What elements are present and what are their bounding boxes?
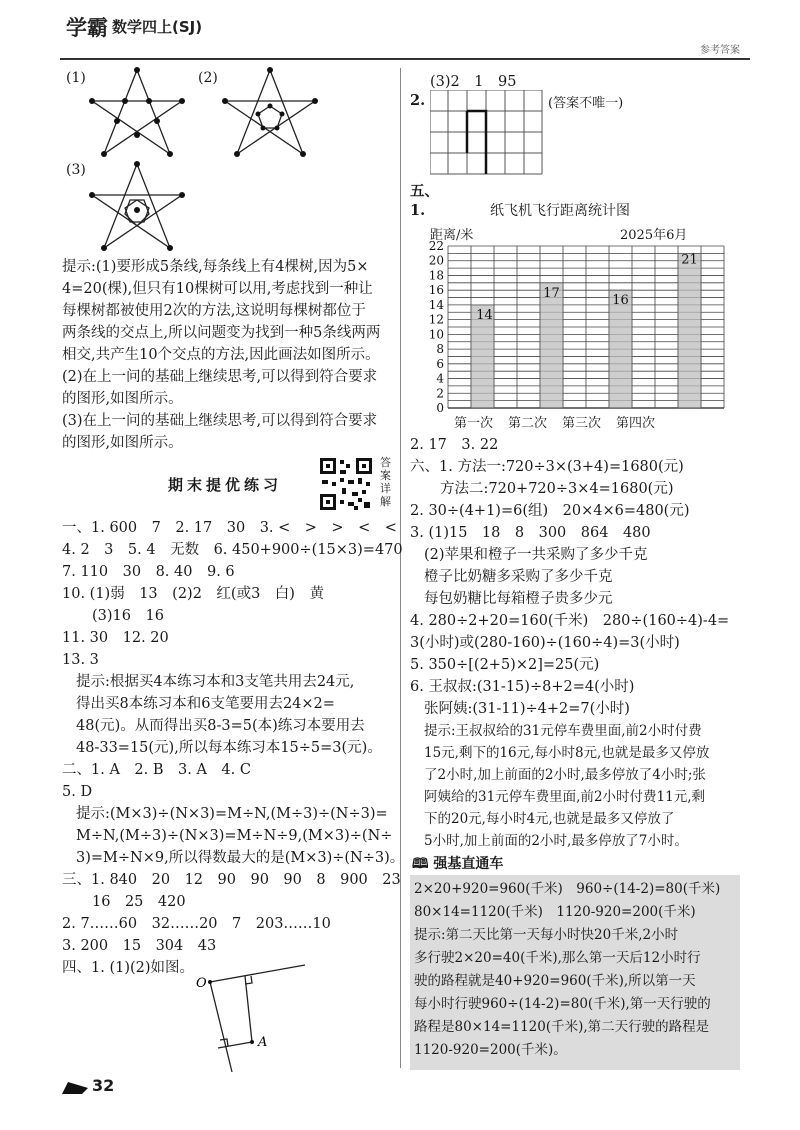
- part3-line: 3. 200 15 304 43: [62, 938, 217, 954]
- page-number: 32: [92, 1076, 115, 1095]
- y-tick-label: 6: [436, 356, 444, 371]
- chart-ylabel: 距离/米: [430, 228, 474, 243]
- data-label: 17: [543, 285, 560, 301]
- x-tick-label: 第二次: [508, 416, 548, 431]
- strong-base-title: [412, 853, 532, 875]
- hint4-line: 阿姨给的31元停车费里面,前2小时付费11元,剩: [424, 789, 706, 805]
- y-tick-label: 2: [436, 386, 444, 401]
- star-figure-1: [82, 66, 192, 161]
- book-icon: 🕮: [412, 856, 429, 872]
- book-title: 数学四上(SJ): [112, 18, 203, 36]
- y-tick-label: 22: [428, 239, 444, 253]
- section-five: 五、: [410, 183, 439, 200]
- six-line: (2)苹果和橙子一共采购了多少千克: [424, 547, 648, 563]
- strong-line: 驶的路程就是40+920=960(千米),所以第一天: [414, 973, 696, 989]
- six-line: 5. 350÷[(2+5)×2]=25(元): [410, 657, 600, 673]
- brand-logo: 学霸: [66, 16, 108, 40]
- hint1-line: 的图形,如图所示。: [62, 435, 183, 451]
- fig-label-3: (3): [66, 162, 86, 178]
- strong-line: 80×14=1120(千米) 1120-920=200(千米): [414, 904, 696, 920]
- point-a-label: A: [258, 1035, 268, 1050]
- six-line: 每包奶糖比每箱橙子贵多少元: [424, 591, 613, 607]
- hint1-line: (3)在上一问的基础上继续思考,可以得到符合要求: [62, 413, 378, 429]
- geometry-figure: [190, 960, 320, 1075]
- chart-date: 2025年6月: [620, 228, 688, 243]
- left-answers: [62, 517, 405, 979]
- header-rule: [60, 58, 750, 60]
- qr-caption: 答案详解: [380, 456, 391, 508]
- hint4-line: 15元,剩下的16元,每小时8元,也就是最多又停放: [424, 745, 710, 761]
- six-line: 6. 王叔叔:(31-15)÷8+2=4(小时): [410, 679, 635, 695]
- y-tick-label: 16: [428, 283, 444, 298]
- six-line: 六、1. 方法一:720÷3×(3+4)=1680(元): [410, 459, 684, 475]
- six-line: 2. 30÷(4+1)=6(组) 20×4×6=480(元): [410, 503, 690, 519]
- answer-line: 4. 2 3 5. 4 无数 6. 450+900÷(15×3)=470: [62, 542, 403, 558]
- q2-label: 2.: [410, 92, 426, 109]
- data-label: 14: [476, 307, 493, 323]
- x-tick-label: 第三次: [562, 416, 602, 431]
- star-figure-2: [215, 66, 325, 161]
- answer-line: 10. (1)弱 13 (2)2 红(或3 白) 黄: [62, 586, 324, 602]
- strong-line: 多行驶2×20=40(千米),那么第一天后12小时行: [414, 950, 701, 966]
- answer-line: 11. 30 12. 20: [62, 630, 169, 646]
- q1-label: 1.: [410, 202, 426, 219]
- q2-note: (答案不唯一): [548, 96, 624, 111]
- qr-code[interactable]: [318, 456, 374, 512]
- data-label: 21: [681, 252, 698, 268]
- hint4-line: 5小时,加上前面的2小时,最多停放了7小时。: [424, 833, 688, 849]
- section-title: 期末提优练习: [168, 476, 283, 494]
- hint1-line: 4=20(棵),但只有10棵树可以用,考虑找到一种让: [62, 281, 373, 297]
- data-label: 16: [612, 293, 629, 309]
- grid-figure: [430, 90, 550, 176]
- part2-line: 5. D: [62, 784, 93, 800]
- chart-title: 纸飞机飞行距离统计图: [490, 203, 630, 219]
- hint1-line: 每棵树都被使用2次的方法,这说明每棵树都位于: [62, 303, 366, 319]
- strong-base-content: [414, 878, 740, 1062]
- pencil-icon: [60, 1080, 90, 1096]
- hint1-line: 提示:(1)要形成5条线,每条线上有4棵树,因为5×: [62, 259, 369, 275]
- answer-line: 7. 110 30 8. 40 9. 6: [62, 564, 235, 580]
- hint4-line: 提示:王叔叔给的31元停车费里面,前2小时付费: [424, 723, 702, 739]
- part2-line: 二、1. A 2. B 3. A 4. C: [62, 762, 251, 778]
- y-tick-label: 20: [428, 253, 444, 268]
- y-tick-label: 8: [436, 342, 444, 357]
- hint2-line: 48(元)。从而得出买8-3=5(本)练习本要用去: [76, 718, 365, 734]
- answer-line: 13. 3: [62, 652, 99, 668]
- star-figure-3: [82, 160, 192, 255]
- part3-line: 三、1. 840 20 12 90 90 90 8 900 23: [62, 872, 401, 888]
- answer-badge: 参考答案: [700, 45, 740, 56]
- hint4-line: 下的20元,每小时4元,也就是最多又停放了: [424, 811, 675, 827]
- part3-line: 2. 7……60 32……20 7 203……10: [62, 916, 331, 932]
- bar: [540, 283, 563, 408]
- hint2-line: 48-33=15(元),所以每本练习本15÷5=3(元)。: [76, 740, 382, 756]
- six-line: 4. 280÷2+20=160(千米) 280÷(160÷4)-4=: [410, 613, 730, 629]
- answer-line: (3)16 16: [92, 608, 164, 624]
- strong-line: 提示:第二天比第一天每小时快20千米,2小时: [414, 927, 679, 943]
- y-tick-label: 4: [436, 371, 444, 386]
- left-column: [62, 256, 397, 454]
- six-line: 张阿姨:(31-11)÷4+2=7(小时): [424, 701, 630, 717]
- six-line: 橙子比奶糖多采购了多少千克: [424, 569, 613, 585]
- fig-label-2: (2): [198, 70, 218, 86]
- bar: [678, 253, 701, 408]
- y-tick-label: 0: [436, 401, 444, 414]
- right-top-line: (3)2 1 95: [430, 74, 517, 90]
- hint2-line: 提示:根据买4本练习本和3支笔共用去24元,: [76, 674, 355, 690]
- strong-line: 2×20+920=960(千米) 960÷(14-2)=80(千米): [414, 881, 721, 897]
- y-tick-label: 18: [428, 268, 444, 283]
- strong-line: 路程是80×14=1120(千米),第二天行驶的路程是: [414, 1019, 710, 1035]
- six-line: 3. (1)15 18 8 300 864 480: [410, 525, 651, 541]
- strong-line: 1120-920=200(千米)。: [414, 1042, 567, 1058]
- x-tick-label: 第四次: [616, 416, 656, 431]
- answer-line: 一、1. 600 7 2. 17 30 3. < > > < <: [62, 520, 397, 536]
- hint1-line: 两条线的交点上,所以问题变为找到一种5条线两两: [62, 325, 381, 341]
- hint1-line: 相交,共产生10个交点的方法,因此画法如图所示。: [62, 347, 380, 363]
- right-answers: [410, 434, 750, 852]
- six-line: 方法二:720+720÷3×4=1680(元): [440, 481, 674, 497]
- six-line: 3(小时)或(280-160)÷(160÷4)=3(小时): [410, 635, 680, 651]
- hint1-line: 的图形,如图所示。: [62, 391, 183, 407]
- hint3-line: 3)=M÷N×9,所以得数最大的是(M×3)÷(N÷3)。: [76, 850, 405, 866]
- y-tick-label: 10: [428, 327, 444, 342]
- y-tick-label: 12: [428, 312, 444, 327]
- hint3-line: M÷N,(M÷3)÷(N×3)=M÷N÷9,(M×3)÷(N÷: [76, 828, 393, 844]
- point-o-label: O: [196, 976, 207, 991]
- x-tick-label: 第一次: [454, 416, 494, 431]
- y-tick-label: 14: [428, 297, 444, 312]
- hint4-line: 了2小时,加上前面的2小时,最多停放了4小时;张: [424, 767, 706, 783]
- part4-line: 四、1. (1)(2)如图。: [62, 960, 195, 976]
- hint1-line: (2)在上一问的基础上继续思考,可以得到符合要求: [62, 369, 378, 385]
- fig-label-1: (1): [66, 70, 86, 86]
- hint3-line: 提示:(M×3)÷(N×3)=M÷N,(M÷3)÷(N÷3)=: [76, 806, 388, 822]
- strong-base-title-text: 强基直通车: [433, 856, 504, 872]
- hint2-line: 得出买8本练习本和6支笔要用去24×2=: [76, 696, 335, 712]
- bar-chart: [424, 238, 734, 414]
- strong-line: 每小时行驶960÷(14-2)=80(千米),第一天行驶的: [414, 996, 711, 1012]
- part3-line: 16 25 420: [92, 894, 186, 910]
- after-chart-line: 2. 17 3. 22: [410, 437, 499, 453]
